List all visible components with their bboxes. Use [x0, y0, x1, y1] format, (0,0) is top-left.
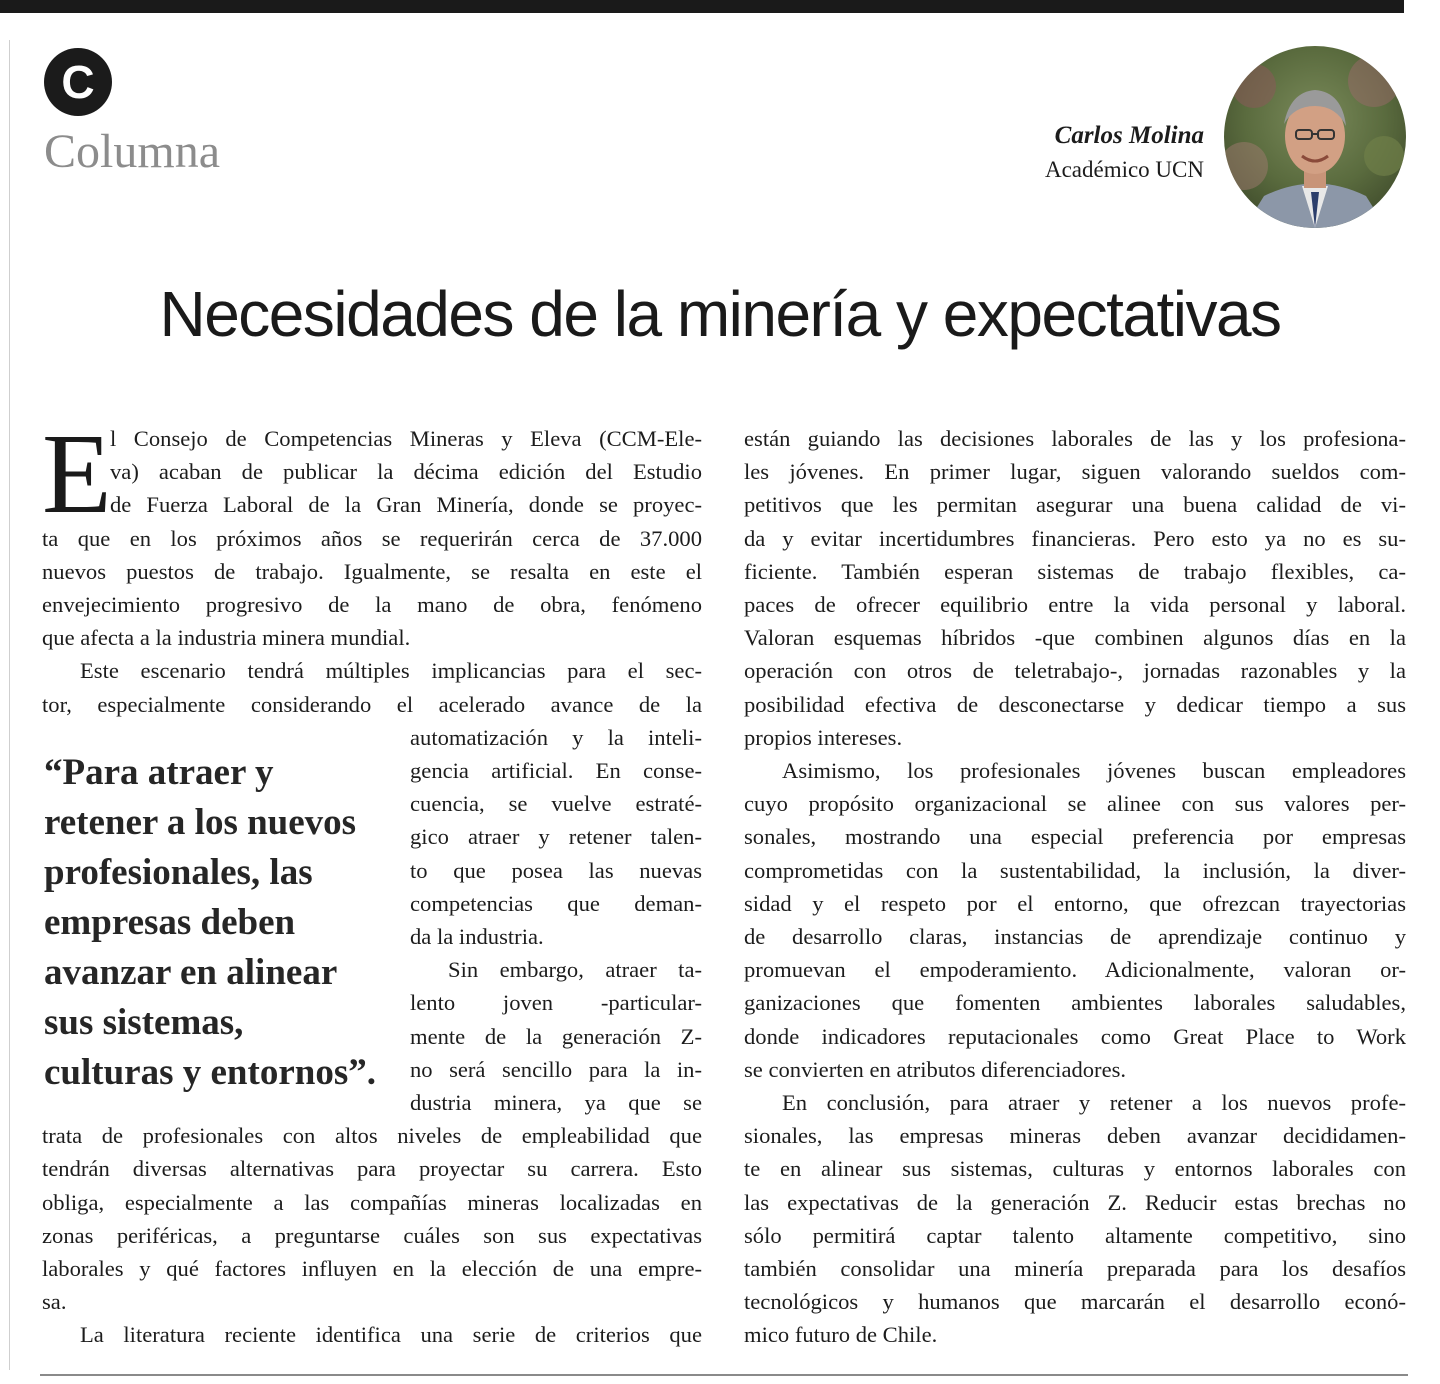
section-badge: C	[44, 48, 112, 116]
text-line: sidad y el respeto por el entorno, que ofrezcan trayectorias	[744, 890, 1406, 916]
text-line: l Consejo de Competencias Mineras y Eleva (CCM-Ele-	[110, 426, 702, 451]
col2-paragraph-1	[744, 422, 1406, 754]
text-line: automatización y la inteli-	[410, 724, 702, 750]
col1-paragraph-4	[42, 1318, 702, 1351]
left-rule	[9, 40, 10, 1370]
drop-cap: E	[42, 410, 112, 537]
author-name: Carlos Molina	[1054, 122, 1204, 149]
text-line: tor, especialmente considerando el acelerado avance de la	[42, 691, 702, 717]
col1-paragraph-1-top	[110, 422, 702, 522]
text-line: to que posea las nuevas	[410, 857, 702, 883]
text-line: posibilidad efectiva de desconectarse y dedicar tiempo a sus	[744, 691, 1406, 717]
text-line: petitivos que les permitan asegurar una buena calidad de vi-	[744, 492, 1406, 518]
text-line: sólo permitirá captar talento altamente competitivo, sino	[744, 1222, 1406, 1248]
text-line: cuencia, se vuelve estraté-	[410, 791, 702, 817]
pull-quote-line: “Para atraer y	[44, 752, 274, 793]
col1-paragraph-3-bottom	[42, 1119, 702, 1318]
text-line: las expectativas de la generación Z. Reducir estas brechas no	[744, 1189, 1406, 1215]
text-line: tecnológicos y humanos que marcarán el desarrollo econó-	[744, 1289, 1406, 1315]
pull-quote-line: sus sistemas,	[44, 1002, 244, 1043]
text-line: da y evitar incertidumbres financieras. Pero esto ya no es su-	[744, 525, 1406, 551]
text-line: tendrán diversas alternativas para proyectar su carrera. Esto	[42, 1156, 702, 1182]
text-line: ganizaciones que fomenten ambientes laborales saludables,	[744, 990, 1406, 1016]
text-line: ficiente. También esperan sistemas de trabajo flexibles, ca-	[744, 558, 1406, 584]
text-line: sionales, las empresas mineras deben avanzar decididamen-	[744, 1123, 1406, 1149]
text-line: de desarrollo claras, instancias de aprendizaje continuo y	[744, 923, 1406, 949]
pull-quote	[44, 748, 394, 1098]
pull-quote-line: retener a los nuevos	[44, 802, 357, 843]
author-role: Académico UCN	[1044, 157, 1204, 182]
author-portrait-image	[1224, 46, 1406, 228]
pull-quote-line: avanzar en alinear	[44, 952, 338, 993]
pull-quote-line: empresas deben	[44, 902, 296, 943]
text-line: zonas periféricas, a preguntarse cuáles son sus expectativas	[42, 1222, 702, 1248]
text-line: gencia artificial. En conse-	[410, 757, 702, 783]
text-line: Este escenario tendrá múltiples implicancias para el sec-	[80, 658, 702, 684]
text-line: donde indicadores reputacionales como Great Place to Work	[744, 1023, 1406, 1049]
bottom-rule	[40, 1374, 1408, 1376]
pull-quote-line: profesionales, las	[44, 852, 313, 893]
col1-paragraph-1-bottom	[42, 522, 702, 655]
text-line: va) acaban de publicar la décima edición del Estudio	[110, 459, 702, 485]
text-line: sa.	[42, 1289, 67, 1315]
text-line: En conclusión, para atraer y retener a los nuevos profe-	[782, 1090, 1406, 1115]
text-line: ta que en los próximos años se requerirán cerca de 37.000	[42, 525, 702, 551]
text-line: también consolidar una minería preparada para los desafíos	[744, 1255, 1406, 1281]
text-line: da la industria.	[410, 923, 544, 949]
text-line: gico atraer y retener talen-	[410, 824, 702, 850]
text-line: laborales y qué factores influyen en la elección de una empre-	[42, 1255, 702, 1281]
author-photo	[1224, 46, 1406, 228]
text-line: de Fuerza Laboral de la Gran Minería, donde se proyec-	[110, 492, 702, 518]
text-line: trata de profesionales con altos niveles de empleabilidad que	[42, 1123, 702, 1149]
text-line: les jóvenes. En primer lugar, siguen valorando sueldos com-	[744, 459, 1406, 485]
text-line: comprometidas con la sustentabilidad, la inclusión, la diver-	[744, 857, 1406, 883]
text-line: sonales, mostrando una especial preferencia por empresas	[744, 824, 1406, 850]
text-line: Sin embargo, atraer ta-	[448, 957, 702, 983]
text-line: mente de la generación Z-	[410, 1023, 702, 1049]
text-line: Asimismo, los profesionales jóvenes buscan empleadores	[782, 758, 1406, 783]
text-line: dustria minera, ya que se	[410, 1089, 702, 1115]
text-line: paces de ofrecer equilibrio entre la vida personal y laboral.	[744, 591, 1406, 617]
text-line: obliga, especialmente a las compañías mineras localizadas en	[42, 1189, 702, 1215]
text-line: competencias que deman-	[410, 890, 702, 916]
top-bar	[0, 0, 1404, 13]
text-line: envejecimiento progresivo de la mano de obra, fenómeno	[42, 591, 702, 617]
text-line: La literatura reciente identifica una serie de criterios que	[80, 1322, 702, 1348]
author-block	[1045, 120, 1204, 186]
text-line: mico futuro de Chile.	[744, 1322, 938, 1348]
text-line: Valoran esquemas híbridos -que combinen algunos días en la	[744, 625, 1406, 651]
text-line: que afecta a la industria minera mundial.	[42, 625, 411, 651]
col1-paragraph-2-bottom	[410, 721, 702, 953]
pull-quote-line: culturas y entornos”.	[44, 1052, 376, 1093]
col2-paragraph-2	[744, 754, 1406, 1086]
text-line: propios intereses.	[744, 724, 903, 750]
section-label: Columna	[44, 125, 220, 178]
col1-paragraph-3-top	[410, 953, 702, 1119]
text-line: te en alinear sus sistemas, culturas y entornos laborales con	[744, 1156, 1406, 1182]
col1-paragraph-2-top	[42, 654, 702, 720]
text-line: nuevos puestos de trabajo. Igualmente, se resalta en este el	[42, 558, 702, 584]
text-line: operación con otros de teletrabajo-, jornadas razonables y la	[744, 658, 1406, 684]
text-line: están guiando las decisiones laborales de las y los profesiona-	[744, 426, 1406, 451]
text-line: lento joven -particular-	[410, 990, 702, 1016]
text-line: cuyo propósito organizacional se alinee con sus valores per-	[744, 791, 1406, 817]
text-line: promuevan el empoderamiento. Adicionalmente, valoran or-	[744, 957, 1406, 983]
text-line: se convierten en atributos diferenciadores.	[744, 1056, 1127, 1082]
text-line: no será sencillo para la in-	[410, 1056, 702, 1082]
article-headline: Necesidades de la minería y expectativas	[159, 278, 1281, 350]
col2-paragraph-3	[744, 1086, 1406, 1352]
